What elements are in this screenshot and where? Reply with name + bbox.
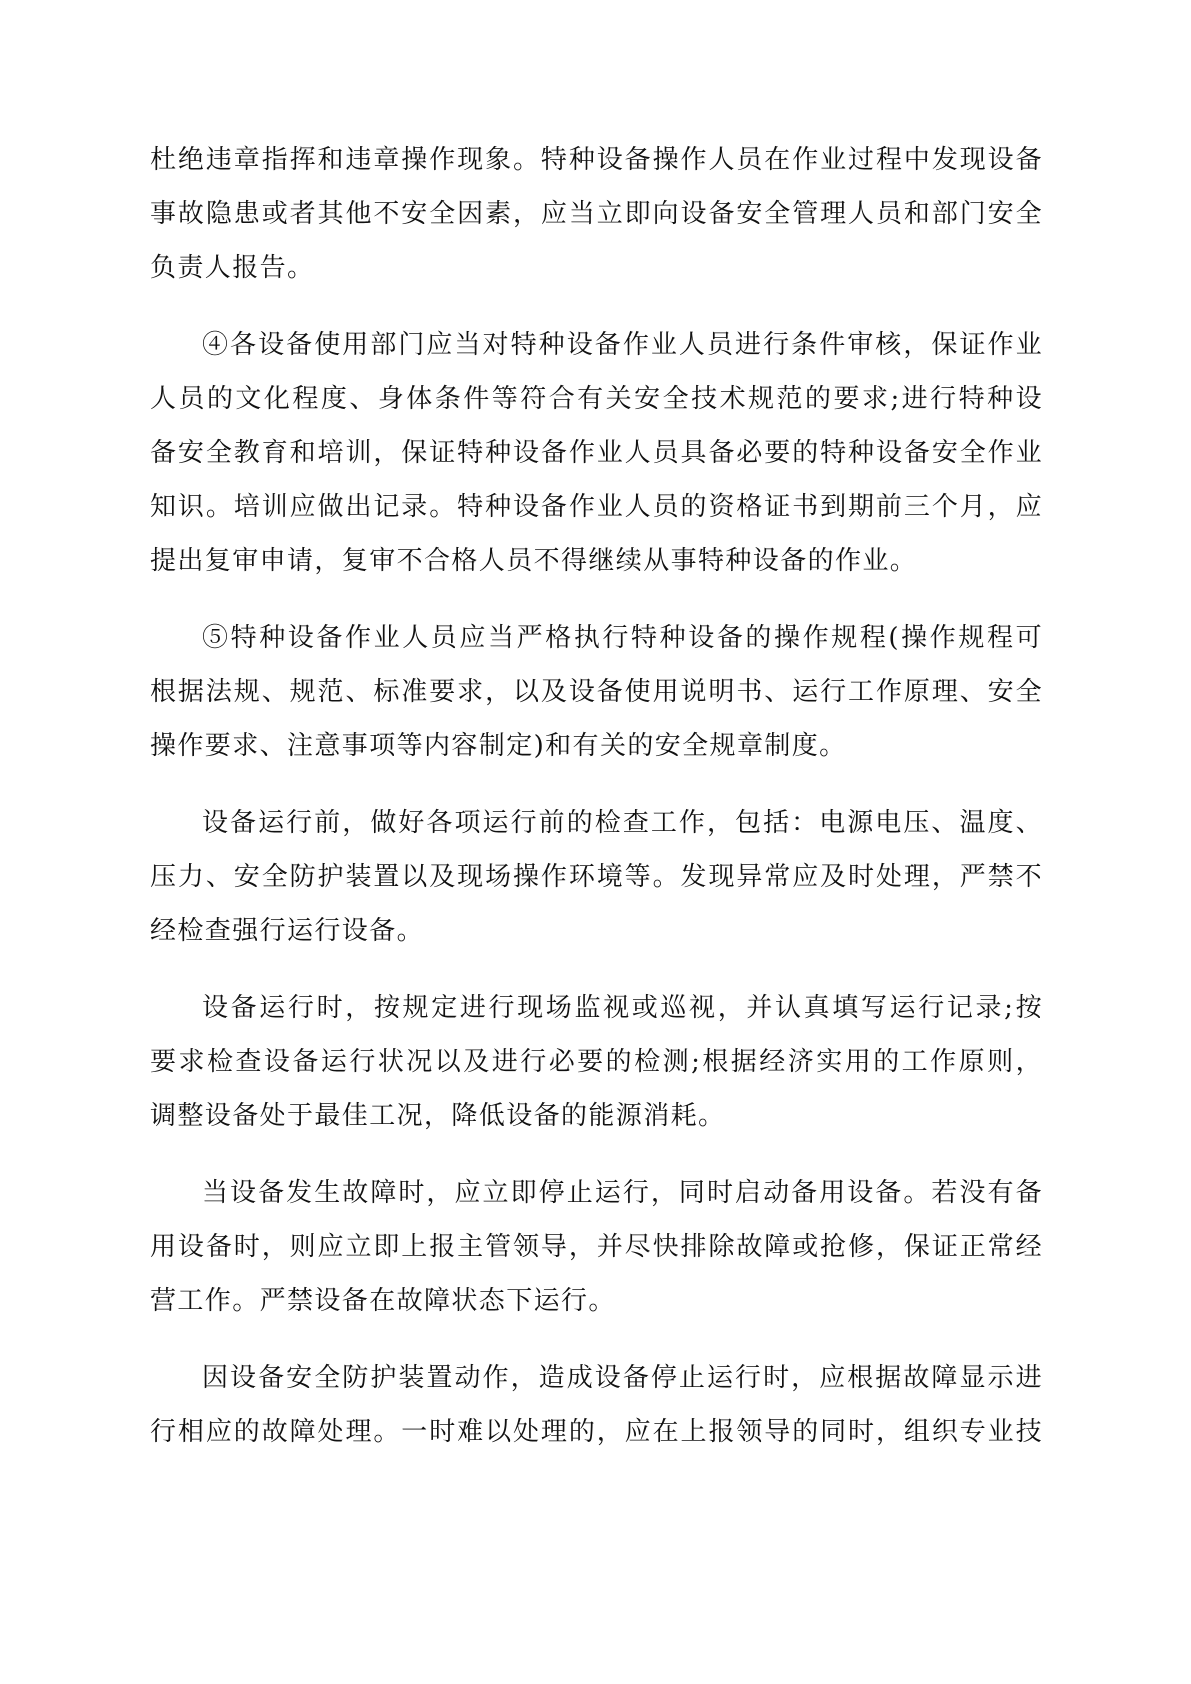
text-line: 提出复审申请，复审不合格人员不得继续从事特种设备的作业。 — [150, 546, 918, 576]
text-line: ④各设备使用部门应当对特种设备作业人员进行条件审核，保证作业 — [202, 330, 1043, 360]
text-line: 要求检查设备运行状况以及进行必要的检测;根据经济实用的工作原则， — [150, 1047, 1043, 1077]
text-line: 设备运行前，做好各项运行前的检查工作，包括：电源电压、温度、 — [202, 808, 1043, 838]
text-line: 事故隐患或者其他不安全因素，应当立即向设备安全管理人员和部门安全 — [150, 199, 1043, 229]
paragraph-2 — [150, 318, 1043, 588]
text-line: 营工作。严禁设备在故障状态下运行。 — [150, 1286, 616, 1316]
body-text — [150, 133, 1043, 1482]
text-line: ⑤特种设备作业人员应当严格执行特种设备的操作规程(操作规程可 — [202, 623, 1043, 653]
text-line: 调整设备处于最佳工况，降低设备的能源消耗。 — [150, 1101, 726, 1131]
paragraph-6 — [150, 1166, 1043, 1328]
text-line: 因设备安全防护装置动作，造成设备停止运行时，应根据故障显示进 — [202, 1363, 1043, 1393]
text-line: 知识。培训应做出记录。特种设备作业人员的资格证书到期前三个月，应 — [150, 492, 1043, 522]
text-line: 行相应的故障处理。一时难以处理的，应在上报领导的同时，组织专业技 — [150, 1417, 1043, 1447]
paragraph-5 — [150, 981, 1043, 1143]
text-line: 设备运行时，按规定进行现场监视或巡视，并认真填写运行记录;按 — [202, 993, 1043, 1023]
text-line: 经检查强行运行设备。 — [150, 916, 425, 946]
text-line: 人员的文化程度、身体条件等符合有关安全技术规范的要求;进行特种设 — [150, 384, 1043, 414]
text-line: 用设备时，则应立即上报主管领导，并尽快排除故障或抢修，保证正常经 — [150, 1232, 1043, 1262]
text-line: 压力、安全防护装置以及现场操作环境等。发现异常应及时处理，严禁不 — [150, 862, 1043, 892]
text-line: 根据法规、规范、标准要求，以及设备使用说明书、运行工作原理、安全 — [150, 677, 1043, 707]
text-line: 当设备发生故障时，应立即停止运行，同时启动备用设备。若没有备 — [202, 1178, 1043, 1208]
text-line: 备安全教育和培训，保证特种设备作业人员具备必要的特种设备安全作业 — [150, 438, 1043, 468]
paragraph-4 — [150, 796, 1043, 958]
text-line: 操作要求、注意事项等内容制定)和有关的安全规章制度。 — [150, 731, 847, 761]
text-line: 负责人报告。 — [150, 253, 315, 283]
paragraph-7 — [150, 1351, 1043, 1459]
text-line: 杜绝违章指挥和违章操作现象。特种设备操作人员在作业过程中发现设备 — [150, 145, 1043, 175]
paragraph-3 — [150, 611, 1043, 773]
paragraph-1 — [150, 133, 1043, 295]
